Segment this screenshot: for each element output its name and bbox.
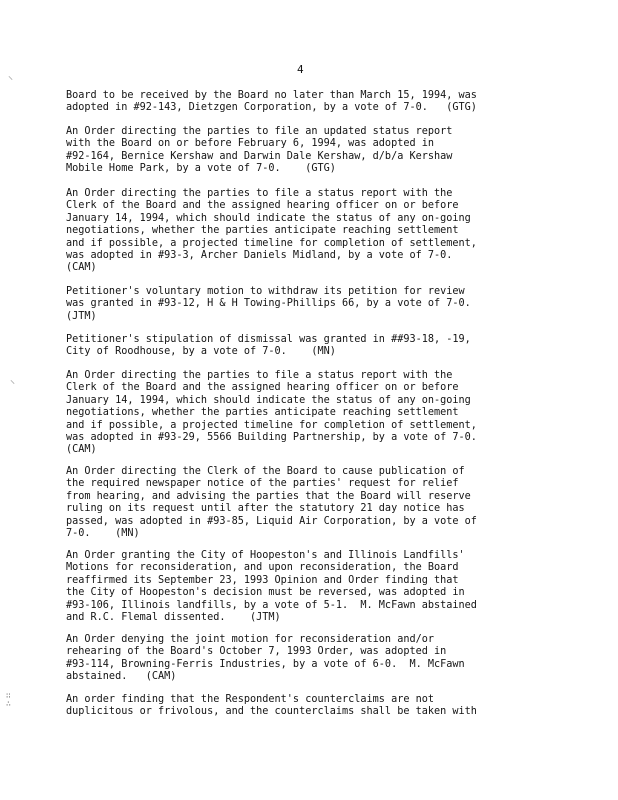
margin-mark-middle: ⸜ (10, 375, 15, 386)
paragraph-9: An Order denying the joint motion for reconsideration and/or rehearing of the Board's October 7, 1993 Order, was adopted in #93-114, Browning-Ferris Industries, by a vote of 6-0. M. McFawn abstained. (CAM) (66, 634, 465, 683)
paragraph-1: Board to be received by the Board no later than March 15, 1994, was adopted in #92-143, Dietzgen Corporation, by a vote of 7-0. (GTG) (66, 90, 477, 114)
paragraph-2: An Order directing the parties to file an updated status report with the Board on or before February 6, 1994, was adopted in #92-164, Bernice Kershaw and Darwin Dale Kershaw, d/b/a Kershaw Mobile Home Park, by a vote of 7-0. (GTG) (66, 126, 453, 175)
margin-mark-top: ⸜ (8, 71, 13, 82)
paragraph-10: An order finding that the Respondent's counterclaims are not duplicitous or frivolous, and the counterclaims shall be taken with (66, 694, 477, 718)
paragraph-5: Petitioner's stipulation of dismissal was granted in ##93-18, -19, City of Roodhouse, by a vote of 7-0. (MN) (66, 334, 471, 358)
paragraph-4: Petitioner's voluntary motion to withdraw its petition for review was granted in #93-12, H & H Towing-Phillips 66, by a vote of 7-0. (JTM) (66, 286, 471, 322)
margin-mark-bottom: ∷ ∴ (6, 691, 11, 708)
page-number: 4 (297, 63, 304, 76)
paragraph-7: An Order directing the Clerk of the Board to cause publication of the required newspaper notice of the parties' request for relief from hearing, and advising the parties that the Board will reserve ruling on its request until after the statutory 21 day notice has passed, was adopted in #93-85, Liquid Air Corporation, by a vote of 7-0. (MN) (66, 466, 477, 540)
paragraph-8: An Order granting the City of Hoopeston's and Illinois Landfills' Motions for reconsideration, and upon reconsideration, the Board reaffirmed its September 23, 1993 Opinion and Order finding that the City of Hoopeston's decision must be reversed, was adopted in #93-106, Illinois landfills, by a vote of 5-1. M. McFawn abstained and R.C. Flemal dissented. (JTM) (66, 550, 477, 624)
paragraph-6: An Order directing the parties to file a status report with the Clerk of the Board and the assigned hearing officer on or before January 14, 1994, which should indicate the status of any on-going negotiations, whether the parties anticipate reaching settlement and if possible, a projected timeline for completion of settlement, was adopted in #93-29, 5566 Building Partnership, by a vote of 7-0. (CAM) (66, 370, 477, 456)
paragraph-3: An Order directing the parties to file a status report with the Clerk of the Board and the assigned hearing officer on or before January 14, 1994, which should indicate the status of any on-going negotiations, whether the parties anticipate reaching settlement and if possible, a projected timeline for completion of settlement, was adopted in #93-3, Archer Daniels Midland, by a vote of 7-0. (CAM) (66, 188, 477, 274)
